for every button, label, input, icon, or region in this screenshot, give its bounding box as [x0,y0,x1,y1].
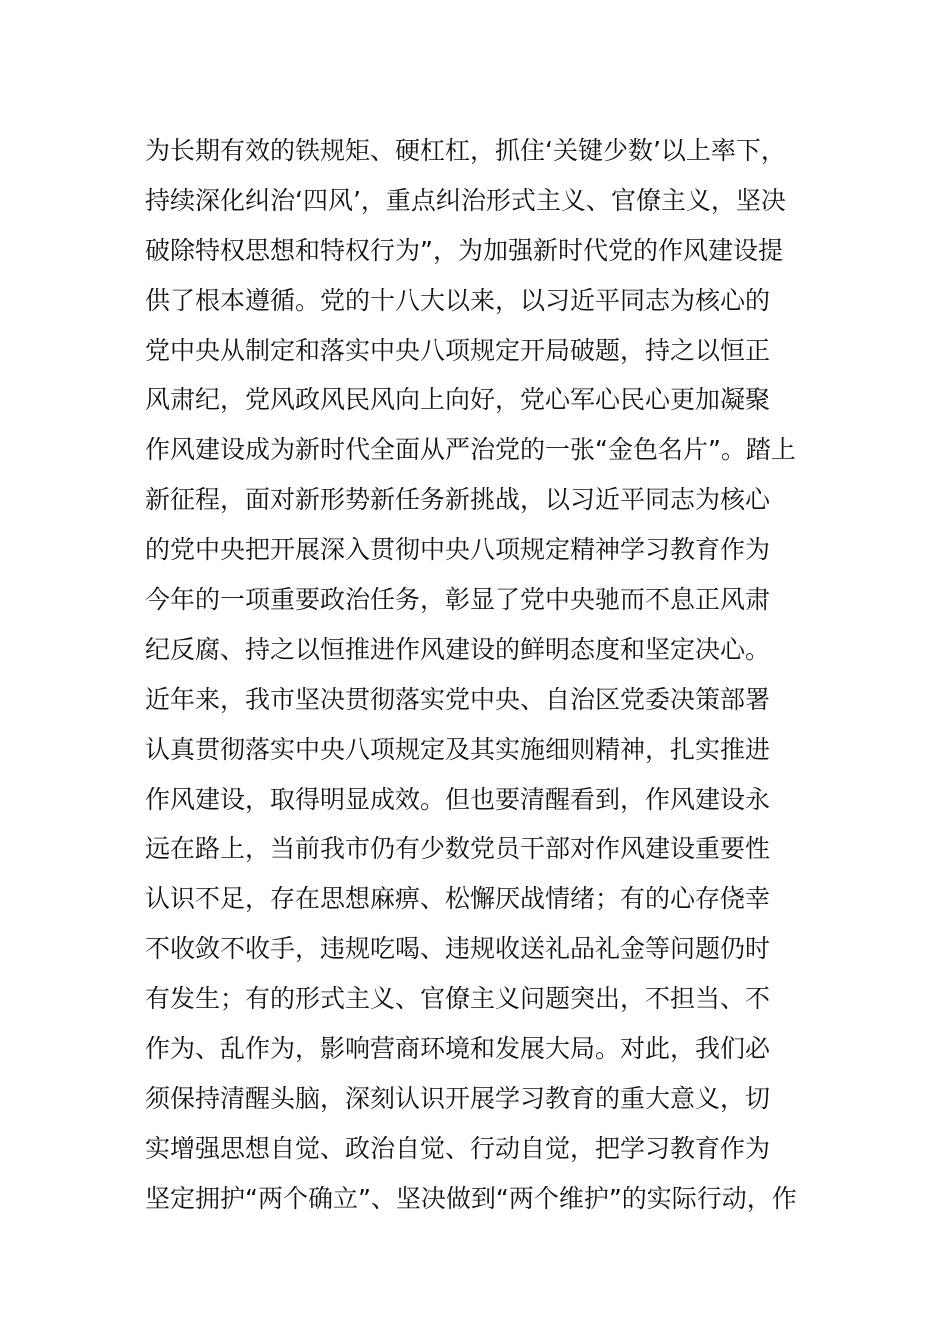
text-line-3: 破除特权思想和特权行为”，为加强新时代党的作风建设提 [145,235,783,265]
text-line-11: 纪反腐、持之以恒推进作风建设的鲜明态度和坚定决心。 [145,634,771,664]
text-line-20: 须保持清醒头脑，深刻认识开展学习教育的重大意义，切 [145,1083,771,1113]
text-line-12: 近年来，我市坚决贯彻落实党中央、自治区党委决策部署 [145,684,771,714]
text-line-16: 认识不足，存在思想麻痹、松懈厌战情绪；有的心存侥幸 [145,884,771,914]
text-line-21: 实增强思想自觉、政治自觉、行动自觉，把学习教育作为 [145,1133,771,1163]
text-line-14: 作风建设，取得明显成效。但也要清醒看到，作风建设永 [145,784,771,814]
text-line-6: 风肃纪，党风政风民风向上向好，党心军心民心更加凝聚 [145,385,771,415]
text-line-17: 不收敛不收手，违规吃喝、违规收送礼品礼金等问题仍时 [145,934,771,964]
text-line-10: 今年的一项重要政治任务，彰显了党中央驰而不息正风肃 [145,585,771,615]
text-line-8: 新征程，面对新形势新任务新挑战，以习近平同志为核心 [145,485,771,515]
text-line-18: 有发生；有的形式主义、官僚主义问题突出，不担当、不 [145,984,771,1014]
text-line-1: 为长期有效的铁规矩、硬杠杠，抓住‘关键少数’以上率下， [145,136,786,165]
text-line-2: 持续深化纠治‘四风’，重点纠治形式主义、官僚主义，坚决 [145,185,786,215]
text-line-4: 供了根本遵循。党的十八大以来，以习近平同志为核心的 [145,285,771,315]
text-line-19: 作为、乱作为，影响营商环境和发展大局。对此，我们必 [145,1034,771,1064]
text-line-7: 作风建设成为新时代全面从严治党的一张“金色名片”。踏上 [145,435,796,465]
text-line-13: 认真贯彻落实中央八项规定及其实施细则精神，扎实推进 [145,734,771,764]
text-line-15: 远在路上，当前我市仍有少数党员干部对作风建设重要性 [145,834,771,864]
text-line-9: 的党中央把开展深入贯彻中央八项规定精神学习教育作为 [145,535,771,565]
body-paragraph [145,126,845,1224]
text-line-5: 党中央从制定和落实中央八项规定开局破题，持之以恒正 [145,335,771,365]
text-line-22: 坚定拥护“两个确立”、坚决做到“两个维护”的实际行动，作 [145,1183,797,1213]
